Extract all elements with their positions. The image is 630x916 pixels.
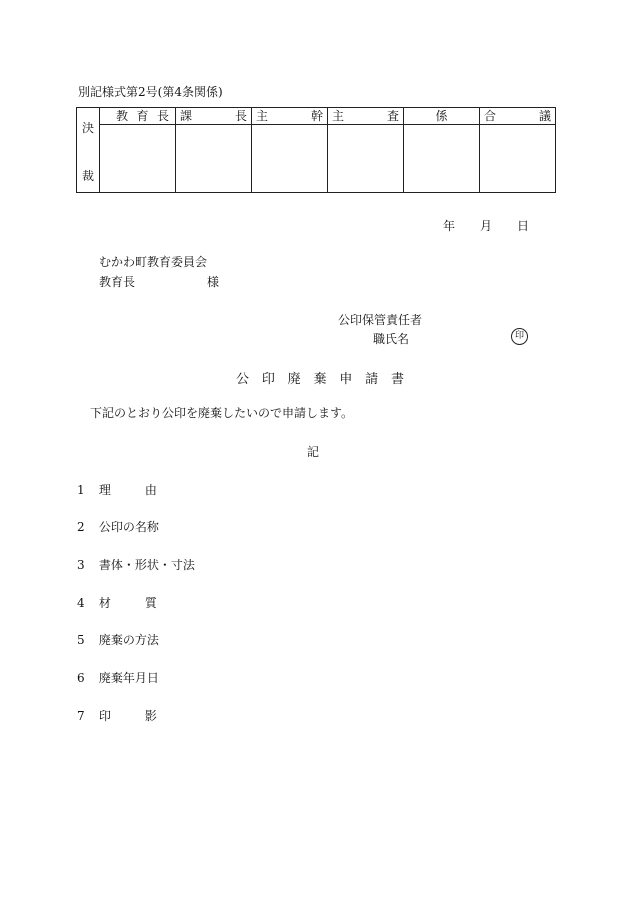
list-item: 3 書体・形状・寸法 bbox=[77, 558, 195, 572]
item-label-material: 材 質 bbox=[98, 596, 157, 610]
date-year: 年 bbox=[443, 219, 456, 233]
item-label: 廃棄年月日 bbox=[98, 671, 159, 685]
date-line bbox=[443, 217, 529, 234]
item-label-impression: 印 影 bbox=[98, 709, 157, 723]
approval-side-label-2: 裁 bbox=[81, 169, 94, 183]
approval-stamp-cell[interactable] bbox=[404, 125, 480, 193]
approval-stamp-cell[interactable] bbox=[328, 125, 404, 193]
addressee-title: 教育長 bbox=[99, 275, 136, 289]
addressee-honorific: 様 bbox=[207, 275, 220, 289]
ki-heading: 記 bbox=[307, 445, 320, 459]
approval-table bbox=[76, 107, 556, 193]
item-label: 廃棄の方法 bbox=[98, 633, 159, 647]
applicant-name-label: 職氏名 bbox=[373, 332, 410, 346]
approval-header-kacho: 課 長 bbox=[176, 108, 252, 125]
document-title: 公 印 廃 棄 申 請 書 bbox=[236, 372, 404, 387]
approval-header-aigi: 合 議 bbox=[480, 108, 556, 125]
list-item: 6 廃棄年月日 bbox=[77, 671, 159, 685]
item-label: 書体・形状・寸法 bbox=[98, 558, 195, 572]
item-label-reason: 理 由 bbox=[98, 483, 157, 497]
item-label: 公印の名称 bbox=[98, 520, 159, 534]
addressee-org: むかわ町教育委員会 bbox=[99, 255, 208, 269]
list-item: 5 廃棄の方法 bbox=[77, 633, 159, 647]
approval-header-kyoikucho: 教 育 長 bbox=[100, 108, 176, 125]
date-month: 月 bbox=[479, 219, 492, 233]
date-day: 日 bbox=[516, 219, 529, 233]
seal-icon: 印 bbox=[511, 328, 528, 345]
approval-stamp-cell[interactable] bbox=[480, 125, 556, 193]
approval-stamp-cell[interactable] bbox=[100, 125, 176, 193]
form-title: 別記様式第2号(第4条関係) bbox=[78, 85, 223, 99]
approval-header-shusa: 主 査 bbox=[328, 108, 404, 125]
approval-stamp-cell[interactable] bbox=[176, 125, 252, 193]
list-item: 2 公印の名称 bbox=[77, 520, 159, 534]
list-item: 4 材 質 bbox=[77, 596, 157, 610]
applicant-title: 公印保管責任者 bbox=[338, 313, 423, 327]
approval-side-label-1: 決 bbox=[81, 121, 94, 135]
approval-side-cell bbox=[77, 108, 100, 193]
intro-text: 下記のとおり公印を廃棄したいので申請します。 bbox=[90, 406, 354, 420]
approval-header-kakari: 係 bbox=[404, 108, 480, 125]
list-item: 1 理 由 bbox=[77, 483, 157, 497]
approval-stamp-cell[interactable] bbox=[252, 125, 328, 193]
approval-header-shukan: 主 幹 bbox=[252, 108, 328, 125]
list-item: 7 印 影 bbox=[77, 709, 157, 723]
